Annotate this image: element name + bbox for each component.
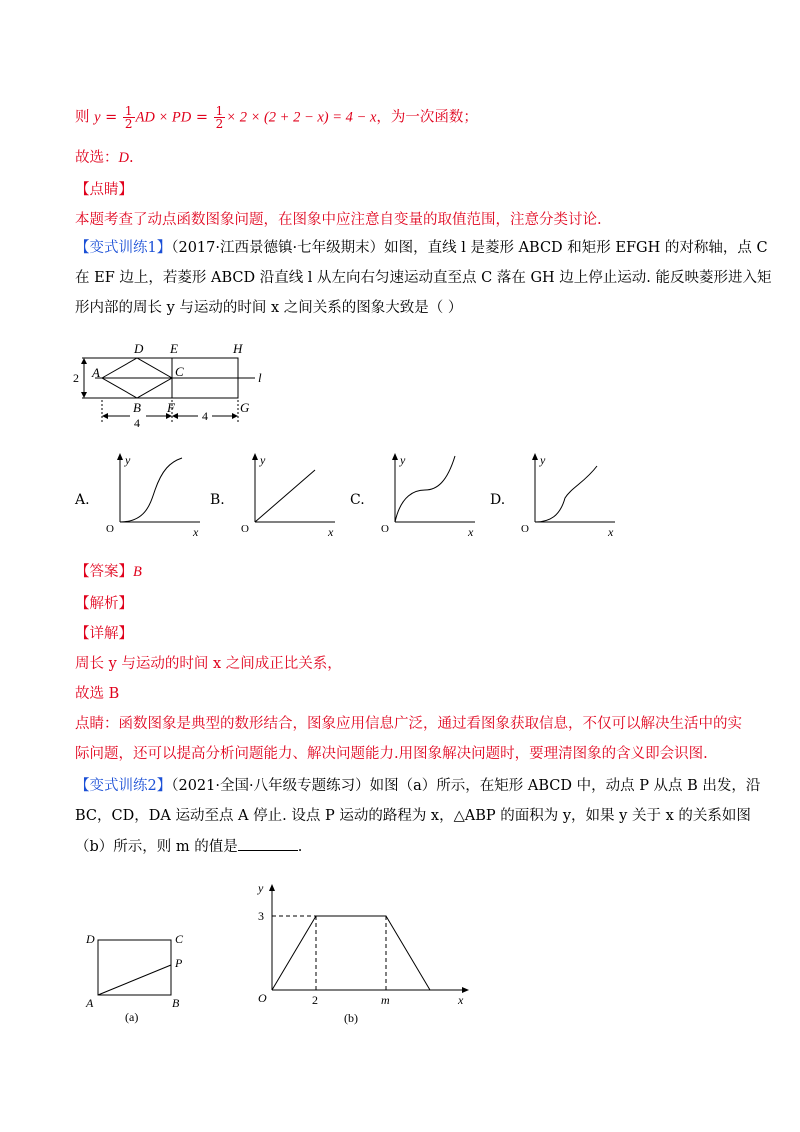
label-l: l [258, 370, 262, 385]
label-E: E [170, 341, 178, 356]
xiangjie-label: 【详解】 [75, 626, 133, 642]
label-B: B [133, 400, 141, 415]
svg-text:x: x [608, 525, 614, 539]
label-height: 2 [73, 371, 79, 385]
label-A: A [92, 365, 100, 380]
label-a-P: P [175, 956, 183, 970]
option-D[interactable] [490, 450, 620, 540]
detail-line: 周长 y 与运动的时间 x 之间成正比关系， [75, 656, 342, 672]
label-G: G [240, 400, 250, 415]
dianjing-text: 本题考查了动点函数图象问题，在图象中应注意自变量的取值范围，注意分类讨论. [75, 212, 602, 228]
fraction-half: $\frac{1}{2}$ [124, 104, 133, 131]
note-line-2: 际问题，还可以提高分析问题能力、解决问题能力.用图象解决问题时，要理清图象的含义即会识图. [75, 746, 708, 762]
label-F: F [167, 400, 175, 415]
svg-text:y: y [260, 453, 266, 467]
label-H: H [233, 341, 243, 356]
option-D-letter: D. [490, 492, 506, 508]
svg-text:x: x [193, 525, 199, 539]
label-C: C [175, 364, 184, 379]
option-C[interactable] [350, 450, 480, 540]
svg-text:y: y [540, 453, 546, 467]
label-b-x: x [458, 993, 464, 1007]
label-b-2: 2 [312, 993, 318, 1007]
svg-text:x: x [468, 525, 474, 539]
ex2-figure-b [250, 878, 480, 1028]
choose-d-line: 故选：D. [75, 150, 134, 166]
label-b-y: y [258, 881, 264, 895]
caption-b: (b) [344, 1011, 358, 1025]
ex2-line3: （b）所示，则 m 的值是 . [75, 836, 735, 857]
label-b-O: O [258, 991, 267, 1005]
label-a-C: C [175, 932, 184, 946]
label-a-A: A [86, 996, 94, 1010]
answer-line: 【答案】B [75, 564, 142, 580]
fraction-half-2: $\frac{1}{2}$ [215, 104, 224, 131]
label-width-2: 4 [202, 409, 208, 423]
option-C-letter: C. [350, 492, 365, 508]
note-line-1: 点睛：函数图象是典型的数形结合，图象应用信息广泛，通过看图象获取信息，不仅可以解决生活中的实 [75, 716, 742, 732]
option-B-graph [235, 450, 340, 540]
option-B[interactable] [210, 450, 340, 540]
svg-text:y: y [125, 453, 131, 467]
dianjing-label: 【点睛】 [75, 182, 133, 198]
svg-text:O: O [241, 523, 249, 535]
ex1-figure [70, 340, 280, 430]
option-C-graph [375, 450, 480, 540]
option-A-letter: A. [75, 492, 90, 508]
label-b-3: 3 [258, 909, 264, 923]
svg-text:y: y [400, 453, 406, 467]
label-width-1: 4 [134, 416, 140, 430]
label-a-D: D [86, 932, 95, 946]
choose-b-line: 故选 B [75, 686, 120, 702]
ex2-line2: BC，CD，DA 运动至点 A 停止. 设点 P 运动的路程为 x，△ABP 的面积为 y，如果 y 关于 x 的关系如图 [75, 808, 751, 824]
ex2-figure-a [80, 925, 200, 1025]
option-D-graph [515, 450, 620, 540]
ex1-line1: 【变式训练1】（2017·江西景德镇·七年级期末）如图，直线 l 是菱形 ABCD 和矩形 EFGH 的对称轴，点 C [75, 240, 768, 256]
ex2-line1: 【变式训练2】（2021·全国·八年级专题练习）如图（a）所示，在矩形 ABCD 中，动点 P 从点 B 出发，沿 [75, 778, 761, 794]
ex1-line2: 在 EF 边上，若菱形 ABCD 沿直线 l 从左向右匀速运动直至点 C 落在 GH 边上停止运动. 能反映菱形进入矩 [75, 270, 772, 286]
svg-text:x: x [328, 525, 334, 539]
formula-line: 则 y = $\frac{1}{2}$ AD × PD = $\frac{1}{2}$ × 2 × (2 + 2 − x) = 4 − x，为一次函数； [75, 104, 478, 131]
svg-text:O: O [106, 523, 114, 535]
option-A[interactable] [75, 450, 205, 540]
svg-text:O: O [381, 523, 389, 535]
option-A-graph [100, 450, 205, 540]
jiexi-label: 【解析】 [75, 596, 133, 612]
svg-text:O: O [521, 523, 529, 535]
answer-blank[interactable] [238, 836, 298, 851]
option-B-letter: B. [210, 492, 225, 508]
caption-a: (a) [125, 1010, 139, 1024]
label-D: D [134, 341, 144, 356]
label-a-B: B [172, 996, 180, 1010]
label-b-m: m [381, 993, 390, 1007]
ex1-line3: 形内部的周长 y 与运动的时间 x 之间关系的图象大致是（ ） [75, 300, 463, 316]
